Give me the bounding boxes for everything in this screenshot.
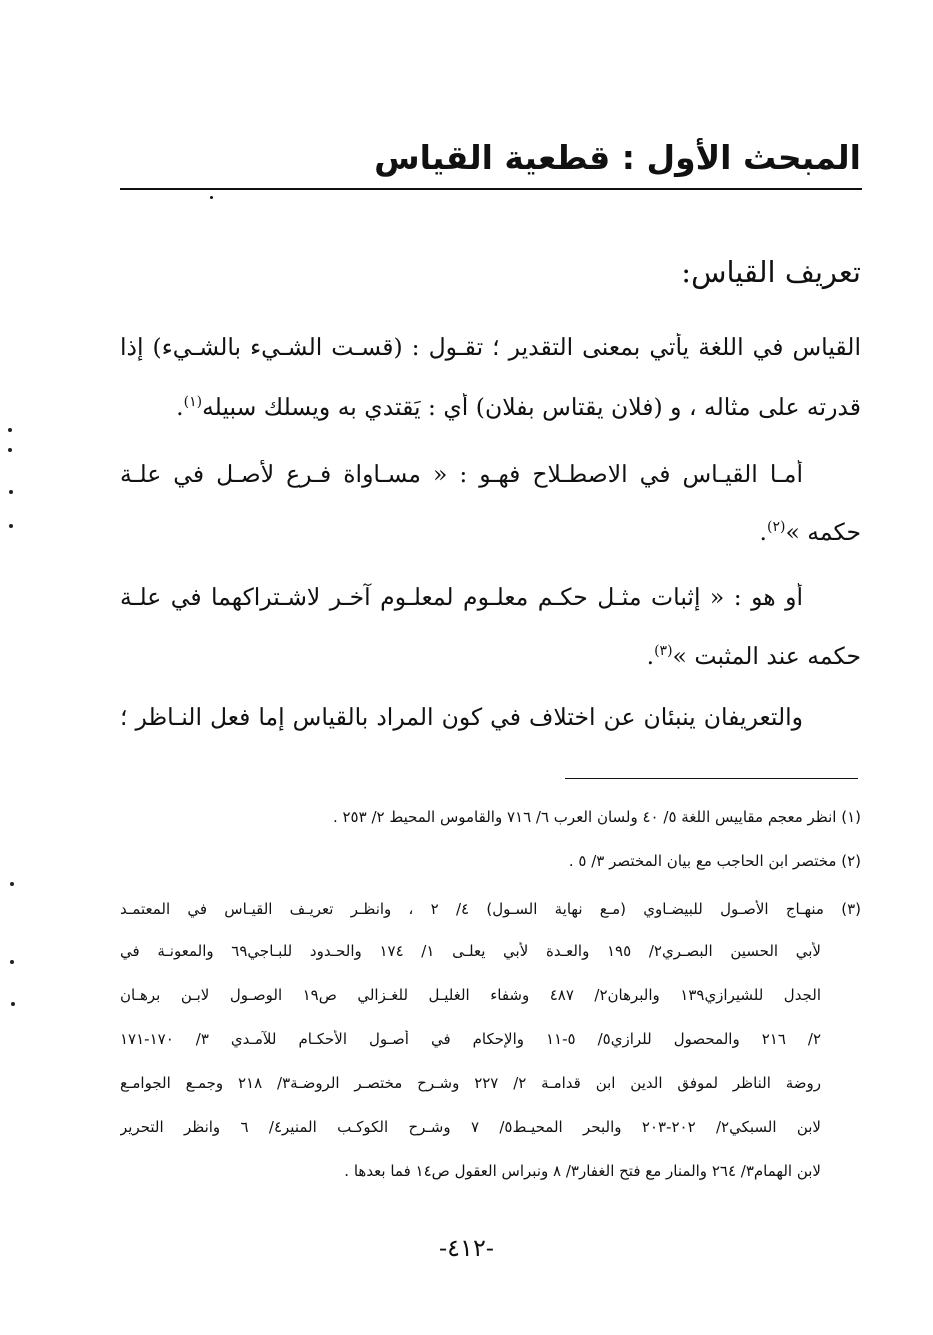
footnote-ref: (١) [183, 394, 203, 411]
footnote-1: (١) انظر معجم مقاييس اللغة ٥/ ٤٠ ولسان العرب ٦/ ٧١٦ والقاموس المحيط ٢/ ٢٥٣ . [332, 808, 861, 826]
scan-speck [9, 490, 13, 494]
body-line [647, 642, 861, 670]
ink-speck [210, 196, 213, 199]
body-text: قدرته على مثاله ، و (فلان يقتاس بفلان) أي : يَقتدي به ويسلك سبيله [202, 393, 861, 421]
body-line: والتعريفان ينبئان عن اختلاف في كون المراد بالقياس إما فعل النـاظر ؛ [120, 703, 803, 731]
footnote-ref: (٢) [766, 519, 786, 536]
page-number: -٤١٢- [439, 1234, 494, 1262]
scan-speck [10, 960, 14, 964]
footnote-3-line: ٢/ ٢١٦ والمحصول للرازي٥/ ٥-١١ والإحكام في أصـول الأحكـام للآمـدي ٣/ ١٧٠-١٧١ [120, 1030, 821, 1048]
body-text: حكمه عند المثبت » [672, 642, 861, 670]
footnote-3-line: الجدل للشيرازي١٣٩ والبرهان٢/ ٤٨٧ وشفاء الغليـل للغـزالي ص١٩ الوصـول لابـن برهـان [120, 986, 821, 1004]
footnote-3-line: لابن السبكي٢/ ٢٠٢-٢٠٣ والبحر المحيـط٥/ ٧ وشـرح الكوكـب المنير٤/ ٦ وانظر التحرير [120, 1118, 821, 1136]
footnote-3-line: (٣) منهـاج الأصـول للبيضـاوي (مـع نهاية السـول) ٤/ ٢ ، وانظـر تعريـف القيـاس في المعتمـد [120, 900, 861, 918]
footnote-3-line: روضة الناظر لموفق الدين ابن قدامـة ٢/ ٢٢٧ وشـرح مختصـر الروضـة٣/ ٢١٨ وجمـع الجوامـع [120, 1074, 821, 1092]
title-divider [120, 188, 862, 190]
body-line [176, 393, 861, 421]
body-line: القياس في اللغة يأتي بمعنى التقدير ؛ تقـول : (قسـت الشـيء بالشـيء) إذا [120, 333, 861, 361]
footnote-ref: (٣) [654, 643, 673, 660]
body-text: . [176, 393, 184, 421]
footnote-divider [565, 778, 858, 779]
scan-speck [8, 448, 12, 452]
footnote-3-line: لأبي الحسين البصـري٢/ ١٩٥ والعـدة لأبي يعلـى ١/ ١٧٤ والحـدود للبـاجي٦٩ والمعونـة في [120, 942, 821, 960]
body-text: . [646, 642, 655, 670]
body-text: حكمه » [785, 518, 861, 546]
section-heading: تعريف القياس: [681, 255, 861, 289]
footnote-3-line: لابن الهمام٣/ ٢٦٤ والمنار مع فتح الغفار٣/ ٨ ونبراس العقول ص١٤ فما بعدها . [344, 1162, 821, 1180]
body-line: أو هو : « إثبات مثـل حكـم معلـوم لمعلـوم آخـر لاشـتراكهما في علـة [120, 583, 803, 611]
scan-speck [11, 1002, 15, 1006]
scan-speck [10, 882, 14, 886]
body-line [760, 518, 862, 546]
body-line: أمـا القيـاس في الاصطـلاح فهـو : « مسـاواة فـرع لأصـل في علـة [120, 460, 803, 488]
footnote-2: (٢) مختصر ابن الحاجب مع بيان المختصر ٣/ ٥ . [568, 852, 861, 870]
chapter-title: المبحث الأول : قطعية القياس [374, 138, 861, 177]
scan-speck [9, 524, 13, 528]
scan-speck [8, 428, 12, 432]
body-text: . [759, 518, 767, 546]
